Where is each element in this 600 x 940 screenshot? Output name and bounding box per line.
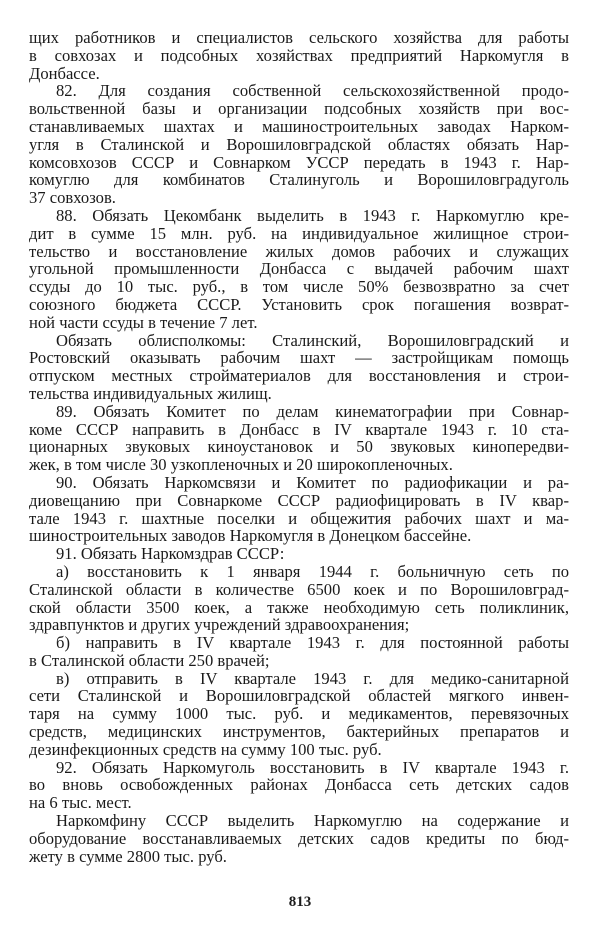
text-line: 89. Обязать Комитет по делам кинематографии при Совнар- <box>56 401 569 421</box>
text-line: ционарных звуковых киноустановок и 50 звуковых кинопередви- <box>29 437 569 457</box>
text-line: жек, в том числе 30 узкопленочных и 20 широкопленочных. <box>29 455 453 475</box>
text-line: в) отправить в IV квартале 1943 г. для медико-санитарной <box>56 668 569 688</box>
paragraph <box>29 634 569 670</box>
text-line: во вновь освобожденных районах Донбасса сеть детских садов <box>29 775 569 795</box>
text-line: оборудование восстанавливаемых детских садов кредиты по бюд- <box>29 828 569 848</box>
text-line: ской области 3500 коек, а также необходимую сеть поликлиник, <box>29 597 569 617</box>
text-line: Сталинской области в количестве 6500 коек и по Ворошиловград- <box>29 579 569 599</box>
text-line: дит в сумме 15 млн. руб. на индивидуальное жилищное строи- <box>29 223 569 243</box>
text-line: угля в Сталинской и Ворошиловградской областях обязать Нар- <box>29 134 569 154</box>
text-line: б) направить в IV квартале 1943 г. для постоянной работы <box>56 633 569 653</box>
text-line: тельства индивидуальных жилищ. <box>29 383 272 403</box>
text-line: тале 1943 г. шахтные поселки и общежития рабочих шахт и ма- <box>29 508 569 528</box>
text-line: комсовхозов СССР и Совнарком УССР передать в 1943 г. Нар- <box>29 152 569 172</box>
paragraph <box>29 29 569 82</box>
text-line: Обязать облисполкомы: Сталинский, Ворошиловградский и <box>56 330 569 350</box>
text-line: жету в сумме 2800 тыс. руб. <box>29 846 227 866</box>
text-line: Донбассе. <box>29 63 100 83</box>
text-line: Ростовский оказывать рабочим шахт — застройщикам помощь <box>29 348 569 368</box>
paragraph <box>29 207 569 332</box>
text-line: 37 совхозов. <box>29 188 116 208</box>
text-line: ной части ссуды в течение 7 лет. <box>29 312 258 332</box>
text-line: шиностроительных заводов Наркомугля в Донецком бассейне. <box>29 526 472 546</box>
text-line: союзного бюджета СССР. Установить срок погашения возврат- <box>29 294 569 314</box>
document-body <box>29 29 569 865</box>
text-line: а) восстановить к 1 января 1944 г. больничную сеть по <box>56 561 569 581</box>
paragraph <box>29 759 569 812</box>
text-line: станавливаемых шахтах и машиностроительных заводах Нарком- <box>29 116 569 136</box>
paragraph <box>29 563 569 634</box>
text-line: 90. Обязать Наркомсвязи и Комитет по радиофикации и ра- <box>56 472 569 492</box>
paragraph <box>29 403 569 474</box>
text-line: дезинфекционных средств на сумму 100 тыс. руб. <box>29 739 382 759</box>
paragraph <box>29 82 569 207</box>
text-line: 91. Обязать Наркомздрав СССР: <box>56 544 285 564</box>
text-line: сети Сталинской и Ворошиловградской областей мягкого инвен- <box>29 686 569 706</box>
text-line: вольственной базы и организации подсобных хозяйств при вос- <box>29 99 569 119</box>
text-line: коме СССР направить в Донбасс в IV квартале 1943 г. 10 ста- <box>29 419 569 439</box>
paragraph <box>29 812 569 865</box>
text-line: диовещанию при Совнаркоме СССР радиофицировать в IV квар- <box>29 490 569 510</box>
text-line: Наркомфину СССР выделить Наркомуглю на содержание и <box>56 811 569 831</box>
paragraph <box>29 545 569 563</box>
page-number: 813 <box>288 894 312 910</box>
text-line: здравпунктов и других учреждений здравоохранения; <box>29 615 410 635</box>
text-line: угольной промышленности Донбасса с выдачей рабочим шахт <box>29 259 569 279</box>
text-line: 82. Для создания собственной сельскохозяйственной продо- <box>56 81 569 101</box>
paragraph <box>29 670 569 759</box>
text-line: отпуском местных стройматериалов для восстановления и строи- <box>29 366 569 386</box>
text-line: 88. Обязать Цекомбанк выделить в 1943 г. Наркомуглю кре- <box>56 205 569 225</box>
text-line: таря на сумму 1000 тыс. руб. и медикаментов, перевязочных <box>29 704 569 724</box>
paragraph <box>29 332 569 403</box>
text-line: тельство и восстановление жилых домов рабочих и служащих <box>29 241 569 261</box>
text-line: щих работников и специалистов сельского хозяйства для работы <box>29 28 569 47</box>
text-line: в совхозах и подсобных хозяйствах предприятий Наркомугля в <box>29 45 569 65</box>
paragraph <box>29 474 569 545</box>
text-line: ссуды до 10 тыс. руб., в том числе 50% безвозвратно за счет <box>29 277 569 297</box>
text-line: средств, медицинских инструментов, бактерийных препаратов и <box>29 722 569 742</box>
text-line: в Сталинской области 250 врачей; <box>29 650 270 670</box>
text-line: на 6 тыс. мест. <box>29 793 132 813</box>
text-line: 92. Обязать Наркомуголь восстановить в IV квартале 1943 г. <box>56 757 569 777</box>
text-line: комуглю для комбинатов Сталинуголь и Ворошиловградуголь <box>29 170 569 190</box>
